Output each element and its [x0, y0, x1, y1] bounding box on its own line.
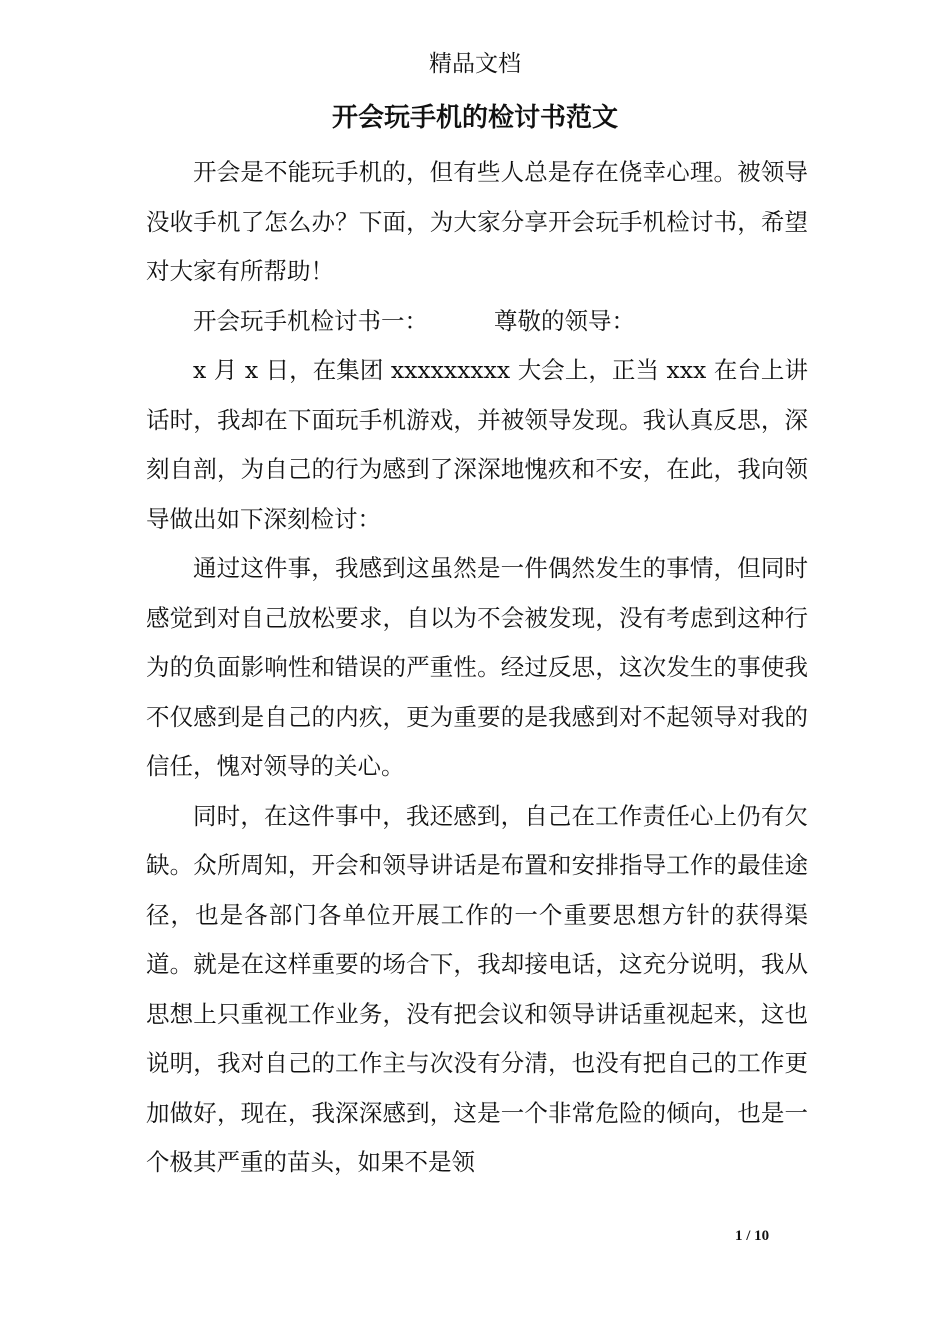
document-body	[146, 148, 808, 1188]
paragraph-responsibility: 同时，在这件事中，我还感到，自己在工作责任心上仍有欠缺。众所周知，开会和领导讲话是布置和安排指导工作的最佳途径，也是各部门各单位开展工作的一个重要思想方针的获得渠道。就是在这样重要的场合下，我却接电话，这充分说明，我从思想上只重视工作业务，没有把会议和领导讲话重视起来，这也说明，我对自己的工作主与次没有分清，也没有把自己的工作更加做好，现在，我深深感到，这是一个非常危险的倾向，也是一个极其严重的苗头，如果不是领	[146, 801, 808, 1176]
page-number: 1 / 10	[735, 1228, 770, 1244]
paragraph-reflection: 通过这件事，我感到这虽然是一件偶然发生的事情，但同时感觉到对自己放松要求，自以为不会被发现，没有考虑到这种行为的负面影响性和错误的严重性。经过反思，这次发生的事使我不仅感到是自己的内疚，更为重要的是我感到对不起领导对我的信任，愧对领导的关心。	[146, 554, 808, 780]
salutation: 尊敬的领导：	[494, 306, 635, 335]
page-header: 精品文档	[429, 51, 521, 77]
section-heading: 开会玩手机检讨书一：	[193, 306, 428, 335]
paragraph-incident: x 月 x 日，在集团 xxxxxxxxx 大会上，正当 xxx 在台上讲话时，我却在下面玩手机游戏，并被领导发现。我认真反思，深刻自剖，为自己的行为感到了深深地愧疚和不安，在此，我向领导做出如下深刻检讨：	[146, 356, 808, 533]
paragraph-heading-line	[146, 297, 808, 347]
paragraph-intro: 开会是不能玩手机的，但有些人总是存在侥幸心理。被领导没收手机了怎么办？下面，为大家分享开会玩手机检讨书，希望对大家有所帮助！	[146, 158, 808, 285]
document-title: 开会玩手机的检讨书范文	[331, 103, 618, 133]
